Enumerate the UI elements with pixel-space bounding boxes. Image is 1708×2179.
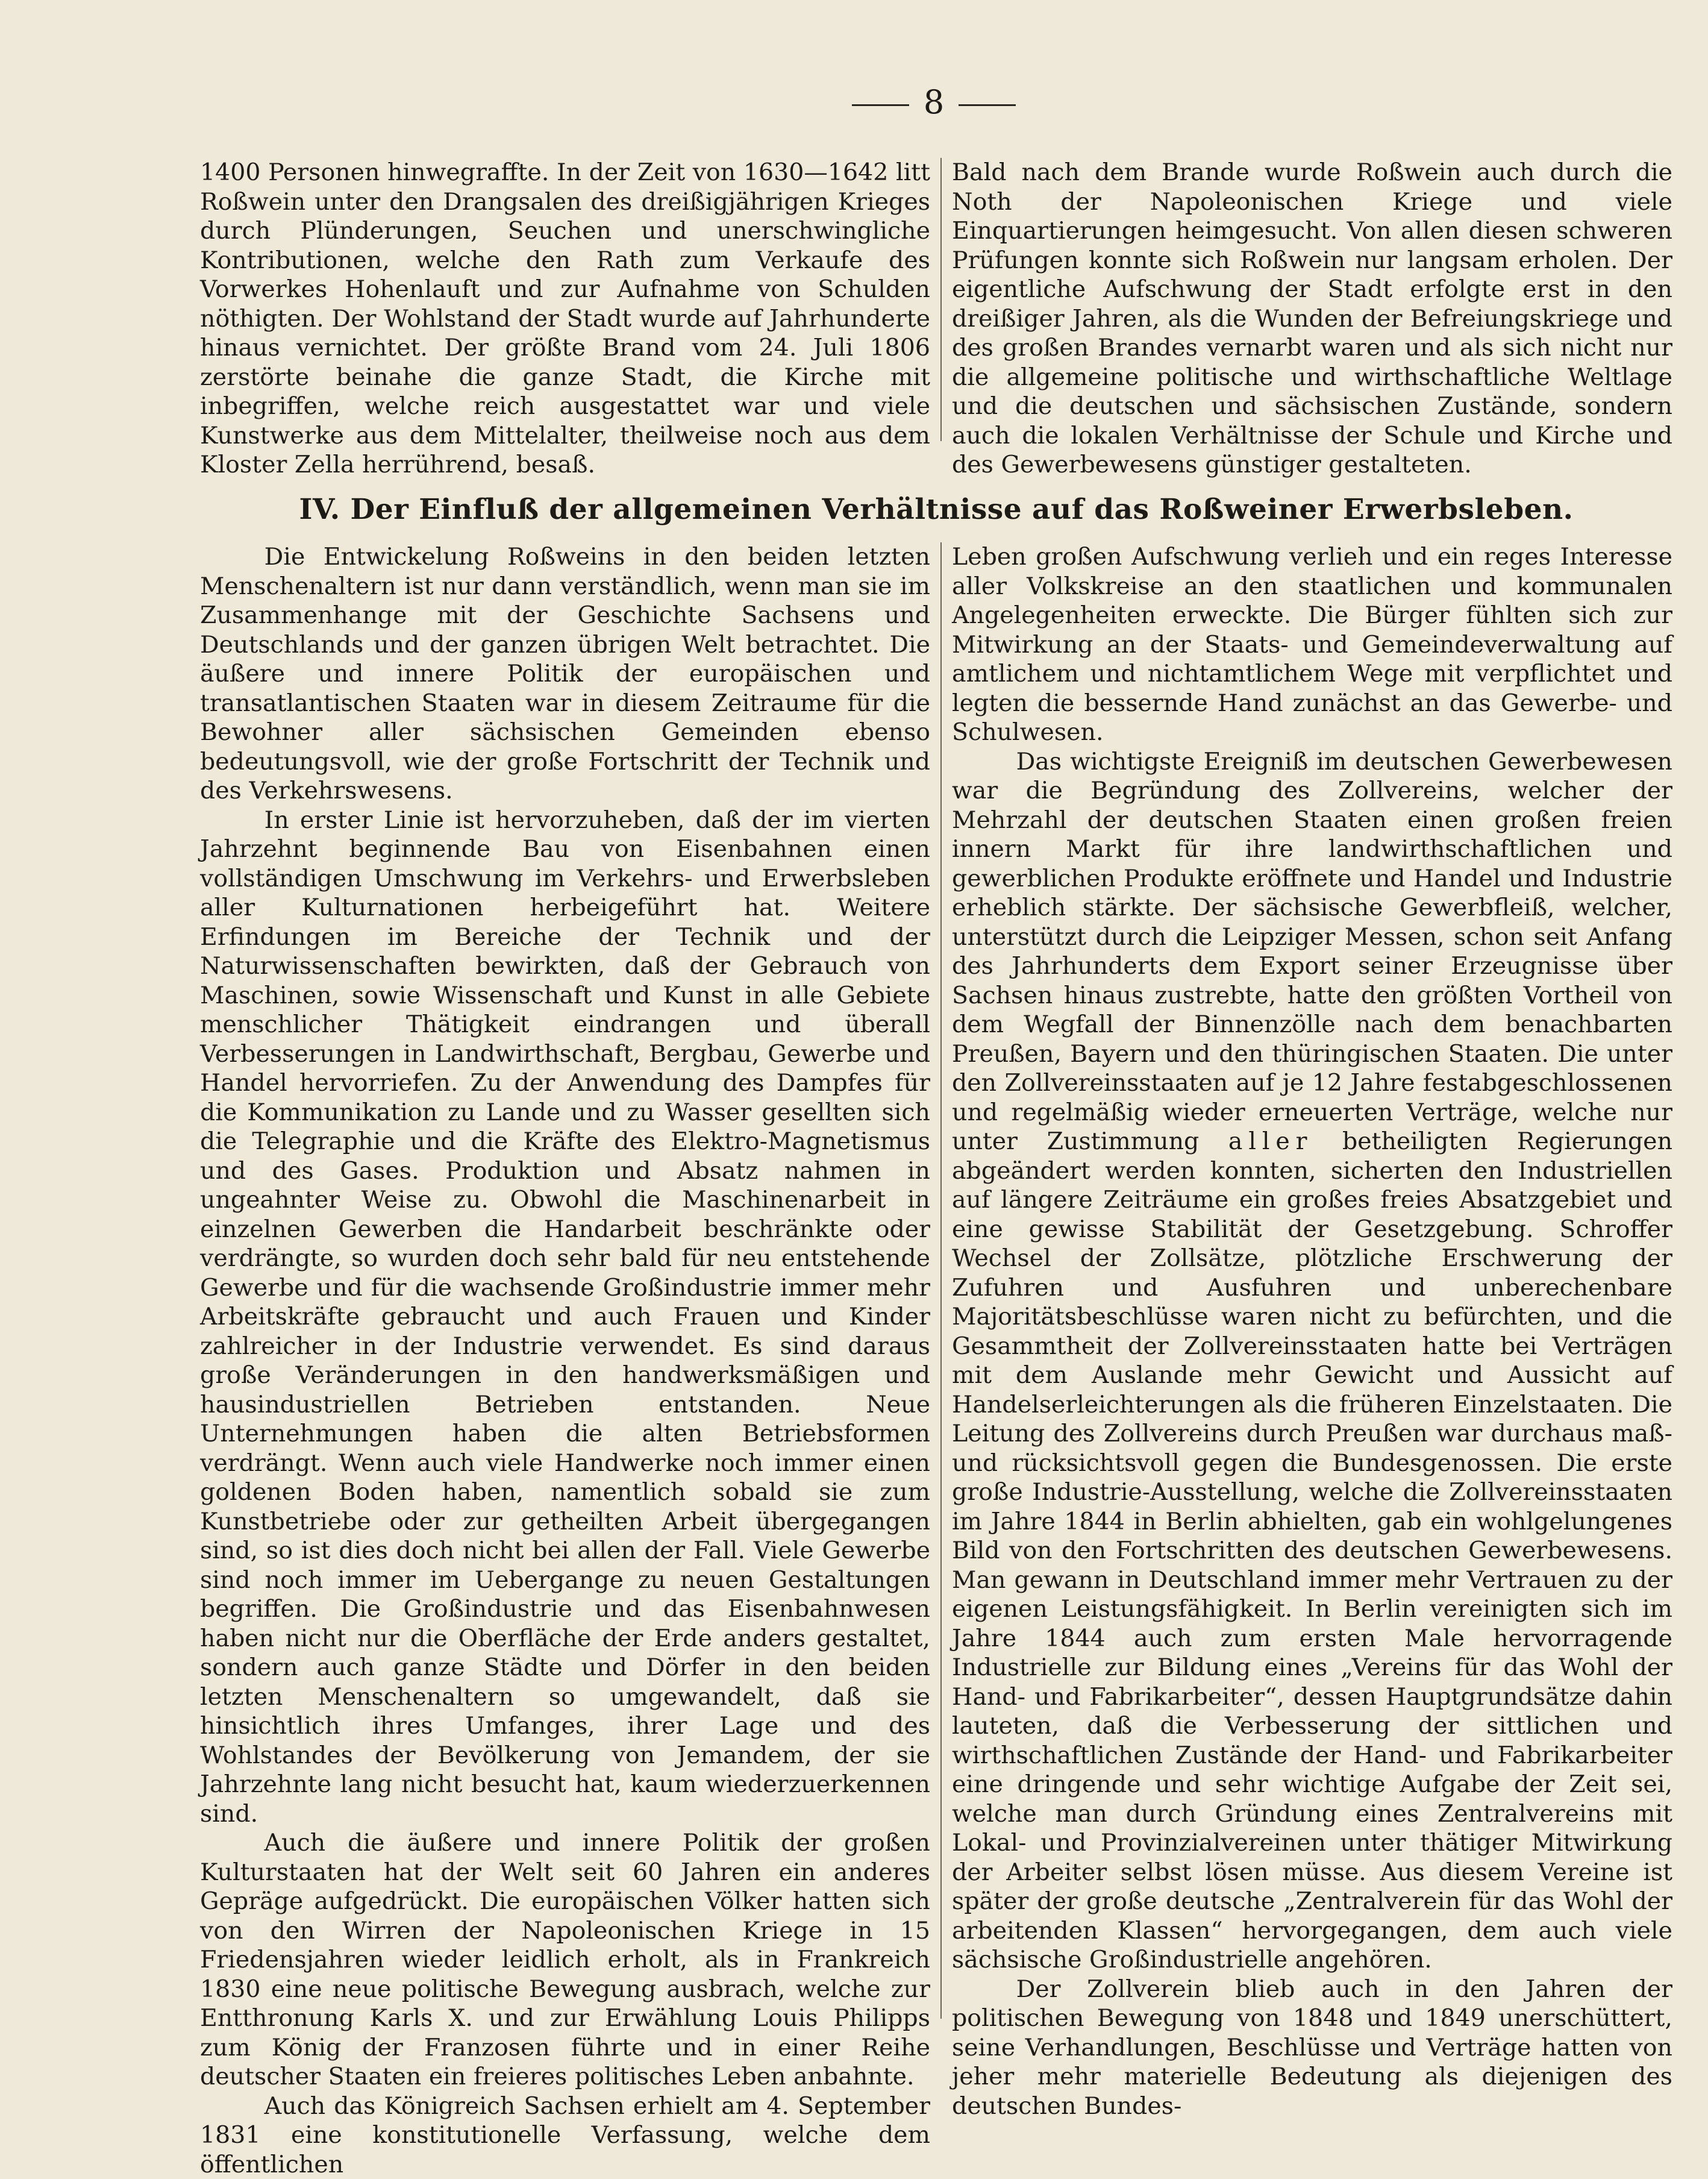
left-column [200, 542, 930, 2179]
page-number-dash-left [852, 104, 909, 106]
paragraph: Leben großen Aufschwung verlieh und ein reges Interesse aller Volkskreise an den staatlichen und kommunalen Angelegenheiten erweckte. Die Bürger fühlten sich zur Mitwirkung an der Staats- und Gemeindeverwaltung auf amtlichem und nichtamtlichem Wege mit verpflichtet und legten die bessernde Hand zunächst an das Gewerbe- und Schulwesen. [952, 542, 1672, 747]
paragraph: Die Entwickelung Roßweins in den beiden letzten Menschenaltern ist nur dann verständlich, wenn man sie im Zusammenhange mit der Geschichte Sachsens und Deutschlands und der ganzen übrigen Welt betrachtet. Die äußere und innere Politik der europäischen und transatlantischen Staaten war in diesem Zeitraume für die Bewohner aller sächsischen Gemeinden ebenso bedeutungsvoll, wie der große Fortschritt der Technik und des Verkehrswesens. [200, 542, 930, 806]
paragraph: Bald nach dem Brande wurde Roßwein auch durch die Noth der Napoleonischen Kriege und viele Einquartierungen heimgesucht. Von allen diesen schweren Prüfungen konnte sich Roßwein nur langsam erholen. Der eigentliche Aufschwung der Stadt erfolgte erst in den dreißiger Jahren, als die Wunden der Befreiungskriege und des großen Brandes vernarbt waren und als sich nicht nur die allgemeine politische und wirthschaftliche Weltlage und die deutschen und sächsischen Zustände, sondern auch die lokalen Verhältnisse der Schule und Kirche und des Gewerbewesens günstiger gestalteten. [952, 158, 1672, 480]
right-column [952, 542, 1672, 2121]
text-run: betheiligten Regierungen abgeändert werden konnten, sicherten den Industriellen auf längere Zeiträume ein großes freies Absatzgebiet und eine gewisse Stabilität der Gesetzgebung. Schroffer Wechsel der Zollsätze, plötzliche Erschwerung der Zufuhren und Ausfuhren und unberechenbare Majoritätsbeschlüsse waren nicht zu befürchten, und die Gesammtheit der Zollvereinsstaaten hatte bei Verträgen mit dem Auslande mehr Gewicht und Aussicht auf Handelserleichterungen als die früheren Einzelstaaten. Die Leitung des Zollvereins durch Preußen war durchaus maß- und rücksichtsvoll gegen die Bundesgenossen. Die erste große Industrie-Ausstellung, welche die Zollvereinsstaaten im Jahre 1844 in Berlin abhielten, gab ein wohlgelungenes Bild von den Fortschritten des deutschen Gewerbewesens. Man gewann in Deutschland immer mehr Vertrauen zu der eigenen Leistungsfähigkeit. In Berlin vereinigten sich im Jahre 1844 auch zum ersten Male hervorragende Industrielle zur Bildung eines „Vereins für das Wohl der Hand- und Fabrikarbeiter“, dessen Hauptgrundsätze dahin lauteten, daß die Verbesserung der sittlichen und wirthschaftlichen Zustände der Hand- und Fabrikarbeiter eine dringende und sehr wichtige Aufgabe der Zeit sei, welche man durch Gründung eines Zentralvereins mit Lokal- und Provinzialvereinen unter thätiger Mitwirkung der Arbeiter selbst lösen müsse. Aus diesem Vereine ist später der große deutsche „Zentralverein für das Wohl der arbeitenden Klassen“ hervorgegangen, dem auch viele sächsische Großindustrielle angehören. [952, 1127, 1672, 1974]
paragraph: 1400 Personen hinwegraffte. In der Zeit von 1630—1642 litt Roßwein unter den Drangsalen des dreißigjährigen Krieges durch Plünderungen, Seuchen und unerschwingliche Kontributionen, welche den Rath zum Verkaufe des Vorwerkes Hohenlauft und zur Aufnahme von Schulden nöthigten. Der Wohlstand der Stadt wurde auf Jahrhunderte hinaus vernichtet. Der größte Brand vom 24. Juli 1806 zerstörte beinahe die ganze Stadt, die Kirche mit inbegriffen, welche reich ausgestattet war und viele Kunstwerke aus dem Mittelalter, theilweise noch aus dem Kloster Zella herrührend, besaß. [200, 158, 930, 480]
paragraph: Der Zollverein blieb auch in den Jahren der politischen Bewegung von 1848 und 1849 unerschüttert, seine Verhandlungen, Beschlüsse und Verträge hatten von jeher mehr materielle Bedeutung als diejenigen des deutschen Bundes- [952, 1975, 1672, 2121]
paragraph: In erster Linie ist hervorzuheben, daß der im vierten Jahrzehnt beginnende Bau von Eisenbahnen einen vollständigen Umschwung im Verkehrs- und Erwerbsleben aller Kulturnationen herbeigeführt hat. Weitere Erfindungen im Bereiche der Technik und der Naturwissenschaften bewirkten, daß der Gebrauch von Maschinen, sowie Wissenschaft und Kunst in alle Gebiete menschlicher Thätigkeit eindrangen und überall Verbesserungen in Landwirthschaft, Bergbau, Gewerbe und Handel hervorriefen. Zu der Anwendung des Dampfes für die Kommunikation zu Lande und zu Wasser gesellten sich die Telegraphie und die Kräfte des Elektro-Magnetismus und des Gases. Produktion und Absatz nahmen in ungeahnter Weise zu. Obwohl die Maschinenarbeit in einzelnen Gewerben die Handarbeit beschränkte oder verdrängte, so wurden doch sehr bald für neu entstehende Gewerbe und für die wachsende Großindustrie immer mehr Arbeitskräfte gebraucht und auch Frauen und Kinder zahlreicher in der Industrie verwendet. Es sind daraus große Veränderungen in den handwerksmäßigen und hausindustriellen Betrieben entstanden. Neue Unternehmungen haben die alten Betriebsformen verdrängt. Wenn auch viele Handwerke noch immer einen goldenen Boden haben, namentlich sobald sie zum Kunstbetriebe oder zur getheilten Arbeit übergegangen sind, so ist dies doch nicht bei allen der Fall. Viele Gewerbe sind noch immer im Uebergange zu neuen Gestaltungen begriffen. Die Großindustrie und das Eisenbahnwesen haben nicht nur die Oberfläche der Erde anders gestaltet, sondern auch ganze Städte und Dörfer in den beiden letzten Menschenaltern so umgewandelt, daß sie hinsichtlich ihres Umfanges, ihrer Lage und des Wohlstandes der Bevölkerung von Jemandem, der sie Jahrzehnte lang nicht besucht hat, kaum wiederzuerkennen sind. [200, 806, 930, 1829]
section-heading: IV. Der Einfluß der allgemeinen Verhältnisse auf das Roßweiner Erwerbsleben. [200, 493, 1672, 527]
paragraph [952, 747, 1672, 1975]
page-number: 8 [924, 83, 944, 121]
page-number-dash-right [959, 104, 1016, 106]
column-divider-top [940, 158, 942, 441]
top-left-column [200, 158, 930, 459]
text-run: Das wichtigste Ereigniß im deutschen Gewerbewesen war die Begründung des Zollvereins, welcher der Mehrzahl der deutschen Staaten einen großen freien innern Markt für ihre landwirthschaftlichen und gewerblichen Produkte eröffnete und Handel und Industrie erheblich stärkte. Der sächsische Gewerbfleiß, welcher, unterstützt durch die Leipziger Messen, schon seit Anfang des Jahrhunderts dem Export seiner Erzeugnisse über Sachsen hinaus zustrebte, hatte den größten Vortheil von dem Wegfall der Binnenzölle nach dem benachbarten Preußen, Bayern und den thüringischen Staaten. Die unter den Zollvereinsstaaten auf je 12 Jahre festabgeschlossenen und regelmäßig wieder erneuerten Verträge, welche nur unter Zustimmung [952, 748, 1672, 1156]
top-right-column [952, 158, 1672, 459]
column-divider [940, 542, 942, 2019]
paragraph: Auch die äußere und innere Politik der großen Kulturstaaten hat der Welt seit 60 Jahren ein anderes Gepräge aufgedrückt. Die europäischen Völker hatten sich von den Wirren der Napoleonischen Kriege in 15 Friedensjahren wieder leidlich erholt, als in Frankreich 1830 eine neue politische Bewegung ausbrach, welche zur Entthronung Karls X. und zur Erwählung Louis Philipps zum König der Franzosen führte und in einer Reihe deutscher Staaten ein freieres politisches Leben anbahnte. [200, 1828, 930, 2092]
paragraph: Auch das Königreich Sachsen erhielt am 4. September 1831 eine konstitutionelle Verfassung, welche dem öffentlichen [200, 2092, 930, 2179]
page-number-line [813, 84, 1054, 121]
emphasized-word: aller [1228, 1127, 1313, 1155]
